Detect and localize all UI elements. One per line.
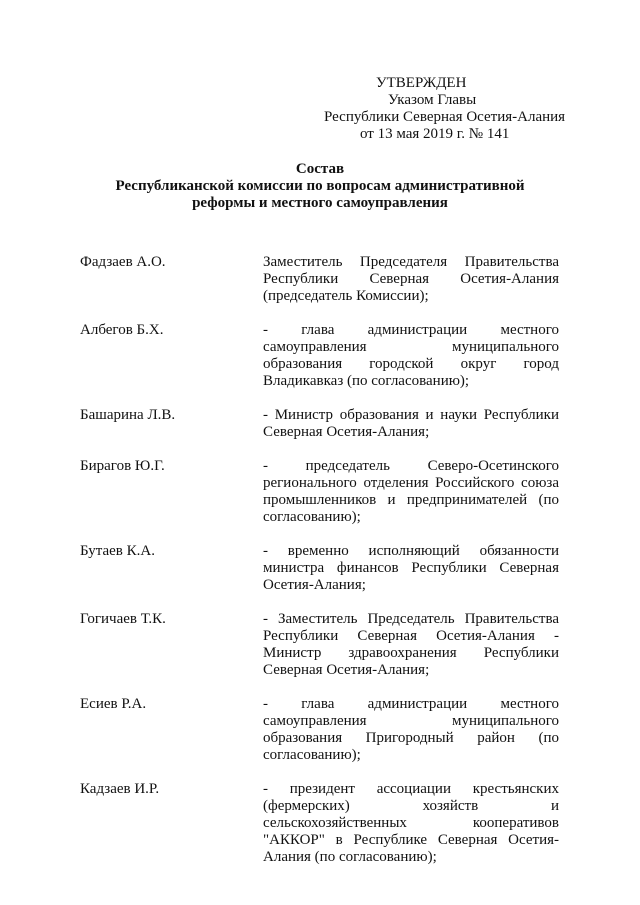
approval-authority: Указом Главы (388, 92, 477, 108)
member-role: - временно исполняющий обязанности министра финансов Республики Северная Осетия-Алания; (263, 543, 559, 593)
member-row (80, 611, 560, 679)
member-row (80, 254, 560, 305)
member-name: Кадзаев И.Р. (80, 781, 160, 797)
approval-block (300, 75, 570, 143)
member-row (80, 543, 560, 594)
member-role: - глава администрации местного самоуправления муниципального образования Пригородный район (по согласованию); (263, 696, 559, 763)
approval-republic: Республики Северная Осетия-Алания (324, 109, 566, 125)
member-name: Башарина Л.В. (80, 407, 176, 423)
member-row (80, 407, 560, 441)
member-role: - президент ассоциации крестьянских (фермерских) хозяйств и сельскохозяйственных кооперативов "АККОР" в Республике Северная Осетия-Алания (по согласованию); (263, 781, 559, 865)
member-role: Заместитель Председателя Правительства Республики Северная Осетия-Алания (председатель Комиссии); (263, 254, 559, 304)
members-list (80, 254, 560, 883)
member-row (80, 696, 560, 764)
member-name: Бирагов Ю.Г. (80, 458, 165, 474)
member-row (80, 322, 560, 390)
member-row (80, 781, 560, 866)
document-heading (80, 161, 560, 212)
member-role: - председатель Северо-Осетинского регионального отделения Российского союза промышленников и предпринимателей (по согласованию); (263, 458, 559, 525)
member-name: Гогичаев Т.К. (80, 611, 166, 627)
member-name: Бутаев К.А. (80, 543, 155, 559)
approval-status: УТВЕРЖДЕН (376, 75, 467, 91)
member-role: - глава администрации местного самоуправления муниципального образования городской округ город Владикавказ (по согласованию); (263, 322, 559, 389)
member-name: Фадзаев А.О. (80, 254, 166, 270)
member-role: - Министр образования и науки Республики Северная Осетия-Алания; (263, 407, 559, 440)
member-name: Албегов Б.Х. (80, 322, 164, 338)
member-name: Есиев Р.А. (80, 696, 147, 712)
heading-line-2: Республиканской комиссии по вопросам административной (115, 178, 525, 194)
member-row (80, 458, 560, 526)
heading-line-3: реформы и местного самоуправления (192, 195, 448, 211)
approval-date-number: от 13 мая 2019 г. № 141 (360, 126, 510, 142)
heading-title: Состав (295, 161, 345, 177)
member-role: - Заместитель Председатель Правительства Республики Северная Осетия-Алания - Министр здравоохранения Республики Северная Осетия-Алания; (263, 611, 559, 678)
